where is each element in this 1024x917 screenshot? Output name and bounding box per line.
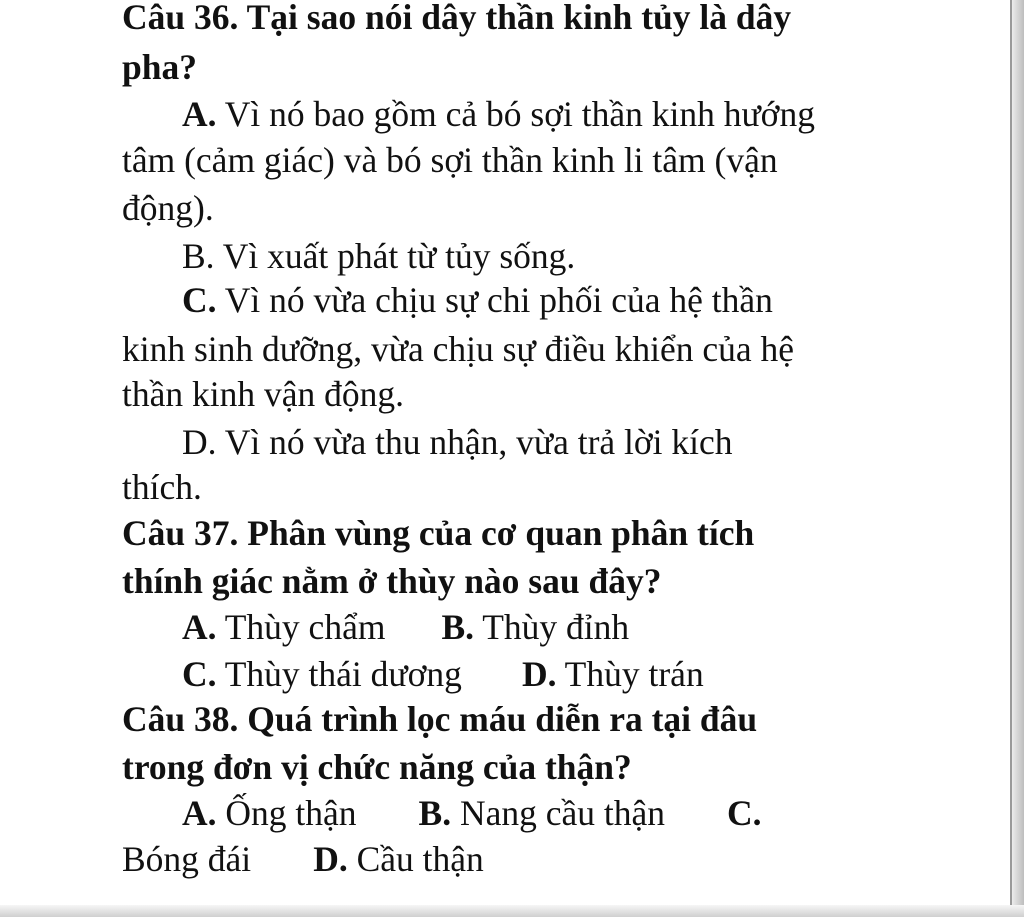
question-36-option-a-line-3: động). bbox=[122, 188, 214, 228]
question-37-title-line-2: thính giác nằm ở thùy nào sau đây? bbox=[122, 561, 662, 601]
question-38-title-line-1: Câu 38. Quá trình lọc máu diễn ra tại đâu bbox=[122, 699, 758, 739]
option-b-text: Thùy đỉnh bbox=[474, 607, 630, 647]
question-37-title-line-1: Câu 37. Phân vùng của cơ quan phân tích bbox=[122, 513, 755, 553]
option-a-text: Thùy chẩm bbox=[216, 607, 386, 647]
option-c-text: Vì nó vừa chịu sự chi phối của hệ thần bbox=[216, 280, 773, 320]
question-38-title-line-2: trong đơn vị chức năng của thận? bbox=[122, 747, 632, 787]
option-a-text: Ống thận bbox=[216, 793, 357, 833]
option-b-text: Nang cầu thận bbox=[451, 793, 665, 833]
option-d-text: Thùy trán bbox=[556, 654, 704, 694]
option-a-letter: A. bbox=[182, 793, 217, 833]
question-36-option-a bbox=[182, 91, 815, 137]
option-b-letter: B. bbox=[441, 607, 474, 647]
option-a-letter: A. bbox=[182, 607, 217, 647]
option-b-letter: B. bbox=[418, 793, 452, 833]
question-36-option-c-line-3: thần kinh vận động. bbox=[122, 374, 404, 414]
question-36-option-d: D. Vì nó vừa thu nhận, vừa trả lời kích bbox=[182, 422, 733, 462]
question-37-options-row-2 bbox=[182, 651, 704, 697]
option-d-letter: D. bbox=[313, 839, 348, 879]
question-38-options-row-2 bbox=[122, 836, 484, 882]
option-d-text: Cầu thận bbox=[347, 839, 484, 879]
page-right-edge bbox=[1010, 0, 1024, 917]
question-36-option-c bbox=[182, 277, 773, 323]
option-c-letter: C. bbox=[182, 280, 217, 320]
question-37-options-row-1 bbox=[182, 604, 629, 650]
option-c-letter: C. bbox=[182, 654, 217, 694]
page-bottom-edge bbox=[0, 905, 1024, 917]
question-36-title-line-1: Câu 36. Tại sao nói dây thần kinh tủy là dây bbox=[122, 0, 792, 37]
question-36-option-c-line-2: kinh sinh dưỡng, vừa chịu sự điều khiển của hệ bbox=[122, 329, 794, 369]
option-a-text: Vì nó bao gồm cả bó sợi thần kinh hướng bbox=[216, 94, 815, 134]
option-a-letter: A. bbox=[182, 94, 217, 134]
option-c-text: Bóng đái bbox=[122, 839, 252, 879]
question-36-option-d-line-2: thích. bbox=[122, 467, 202, 507]
question-38-options-row-1 bbox=[182, 790, 762, 836]
option-d-letter: D. bbox=[521, 654, 557, 694]
question-36-title-line-2: pha? bbox=[122, 47, 197, 87]
option-c-letter: C. bbox=[727, 793, 762, 833]
option-c-text: Thùy thái dương bbox=[216, 654, 462, 694]
question-36-option-a-line-2: tâm (cảm giác) và bó sợi thần kinh li tâm (vận bbox=[122, 140, 778, 180]
question-36-option-b: B. Vì xuất phát từ tủy sống. bbox=[182, 236, 576, 276]
